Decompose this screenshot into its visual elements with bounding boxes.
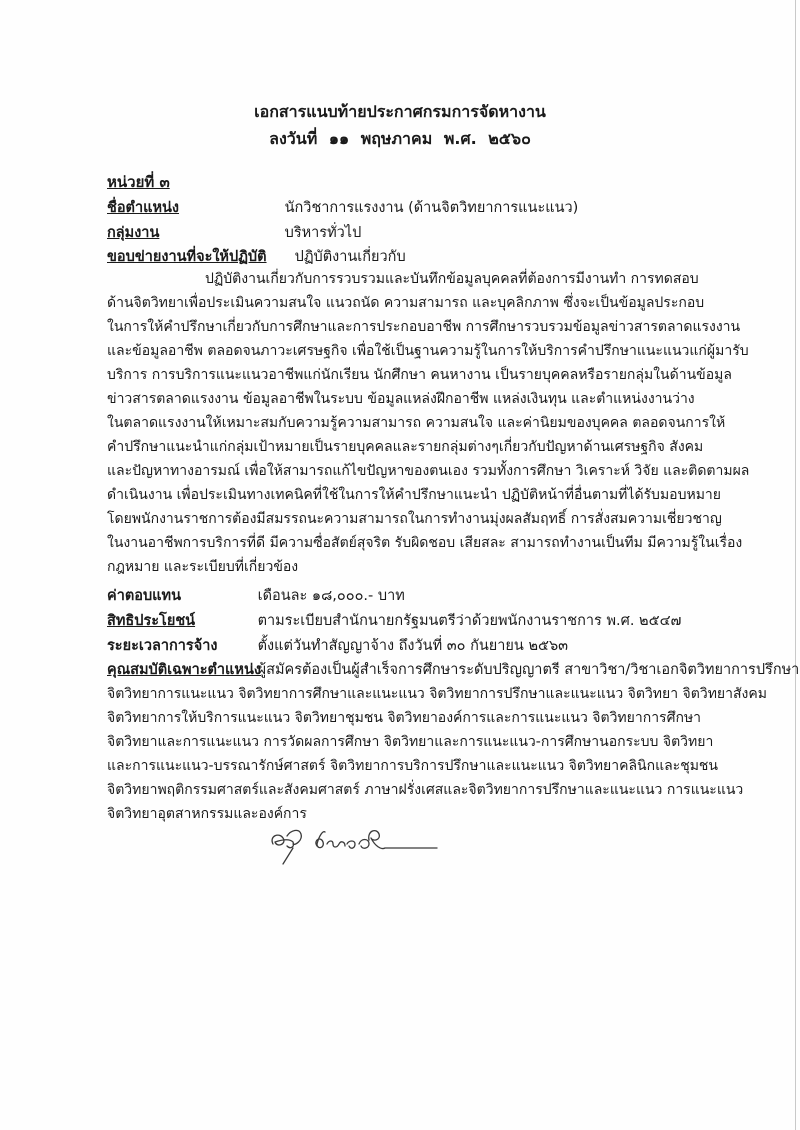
benefits-label: สิทธิประโยชน์ [107, 613, 196, 629]
scope-line: กฎหมาย และระเบียบที่เกี่ยวข้อง [107, 559, 299, 575]
position-label: ชื่อตำแหน่ง [107, 200, 180, 216]
qualification-line: จิตวิทยาการให้บริการแนะแนว จิตวิทยาชุมชน จิตวิทยาองค์การและการแนะแนว จิตวิทยาการศึกษา [107, 710, 702, 726]
qualifications-label: คุณสมบัติเฉพาะตำแหน่ง [107, 662, 261, 678]
compensation-label: ค่าตอบแทน [107, 588, 181, 604]
qualifications-field [107, 658, 799, 681]
scope-line: คำปรึกษาแนะนำแก่กลุ่มเป้าหมายเป็นรายบุคคลและรายกลุ่มต่างๆเกี่ยวกับปัญหาด้านเศรษฐกิจ สังคม [107, 439, 704, 455]
benefits-value: ตามระเบียบสำนักนายกรัฐมนตรีว่าด้วยพนักงานราชการ พ.ศ. ๒๕๔๗ [257, 613, 682, 629]
document-title: เอกสารแนบท้ายประกาศกรมการจัดหางาน [254, 102, 546, 121]
qualifications-first-line: ผู้สมัครต้องเป็นผู้สำเร็จการศึกษาระดับปริญญาตรี สาขาวิชา/วิชาเอกจิตวิทยาการปรึกษา [257, 662, 800, 678]
job-group-label: กลุ่มงาน [107, 225, 160, 241]
scope-line: ในตลาดแรงงานให้เหมาะสมกับความรู้ความสามารถ ความสนใจ และค่านิยมของบุคคล ตลอดจนการให้ [107, 415, 726, 431]
qualification-line: จิตวิทยาและการแนะแนว การวัดผลการศึกษา จิตวิทยาและการแนะแนว-การศึกษานอกระบบ จิตวิทยา [107, 734, 714, 750]
job-group-value: บริหารทั่วไป [284, 225, 362, 241]
scope-line: ปฏิบัติงานเกี่ยวกับการรวบรวมและบันทึกข้อมูลบุคคลที่ต้องการมีงานทำ การทดสอบ [205, 271, 699, 287]
scope-line: ดำเนินงาน เพื่อประเมินทางเทคนิคที่ใช้ในการให้คำปรึกษาแนะนำ ปฏิบัติหน้าที่อื่นตามที่ได้รับมอบหมาย [107, 487, 721, 503]
scope-label: ขอบข่ายงานที่จะให้ปฏิบัติ [107, 249, 267, 265]
scan-edge-line [795, 0, 796, 1130]
compensation-field [107, 584, 405, 607]
qualification-line: จิตวิทยาการแนะแนว จิตวิทยาการศึกษาและแนะแนว จิตวิทยาการปรึกษาและแนะแนว จิตวิทยา จิตวิทยาสังคม [107, 686, 767, 702]
qualification-line: จิตวิทยาอุตสาหกรรมและองค์การ [107, 806, 307, 822]
scope-field [107, 245, 406, 268]
handwritten-signature-icon [265, 822, 440, 866]
employment-period-field [107, 634, 568, 657]
unit-heading: หน่วยที่ ๓ [107, 173, 170, 191]
scope-line: ข่าวสารตลาดแรงงาน ข้อมูลอาชีพในระบบ ข้อมูลแหล่งฝึกอาชีพ แหล่งเงินทุน และตำแหน่งงานว่าง [107, 391, 695, 407]
scope-line: และปัญหาทางอารมณ์ เพื่อให้สามารถแก้ไขปัญหาของตนเอง รวมทั้งการศึกษา วิเคราะห์ วิจัย และติดตามผล [107, 463, 750, 479]
benefits-field [107, 609, 681, 632]
position-value: นักวิชาการแรงงาน (ด้านจิตวิทยาการแนะแนว) [284, 200, 579, 216]
scope-line: บริการ การบริการแนะแนวอาชีพแก่นักเรียน นักศึกษา คนหางาน เป็นรายบุคคลหรือรายกลุ่มในด้านข้อมูล [107, 367, 732, 383]
scope-line: ในงานอาชีพการบริการที่ดี มีความซื่อสัตย์สุจริต รับผิดชอบ เสียสละ สามารถทำงานเป็นทีม มีความรู้ในเรื่อง [107, 535, 743, 551]
employment-period-label: ระยะเวลาการจ้าง [107, 638, 218, 654]
scope-value: ปฏิบัติงานเกี่ยวกับ [294, 249, 406, 265]
qualification-line: จิตวิทยาพฤติกรรมศาสตร์และสังคมศาสตร์ ภาษาฝรั่งเศสและจิตวิทยาการปรึกษาและแนะแนว การแนะแนว [107, 782, 744, 798]
document-date: ลงวันที่ ๑๑ พฤษภาคม พ.ศ. ๒๕๖๐ [269, 129, 531, 148]
scope-line: และข้อมูลอาชีพ ตลอดจนภาวะเศรษฐกิจ เพื่อใช้เป็นฐานความรู้ในการให้บริการคำปรึกษาแนะแนวแก่ผู้มารับ [107, 343, 749, 359]
scope-line: โดยพนักงานราชการต้องมีสมรรถนะความสามารถในการทำงานมุ่งผลสัมฤทธิ์ การสั่งสมความเชี่ยวชาญ [107, 511, 722, 527]
position-field [107, 196, 578, 219]
job-group-field [107, 221, 361, 244]
employment-period-value: ตั้งแต่วันทำสัญญาจ้าง ถึงวันที่ ๓๐ กันยายน ๒๕๖๓ [257, 638, 569, 654]
qualification-line: และการแนะแนว-บรรณารักษ์ศาสตร์ จิตวิทยาการบริการปรึกษาและแนะแนว จิตวิทยาคลินิกและชุมชน [107, 758, 719, 774]
compensation-value: เดือนละ ๑๘,๐๐๐.- บาท [257, 588, 405, 604]
scope-line: ด้านจิตวิทยาเพื่อประเมินความสนใจ แนวถนัด ความสามารถ และบุคลิกภาพ ซึ่งจะเป็นข้อมูลประกอบ [107, 295, 705, 311]
scope-line: ในการให้คำปรึกษาเกี่ยวกับการศึกษาและการประกอบอาชีพ การศึกษารวบรวมข้อมูลข่าวสารตลาดแรงงาน [107, 319, 741, 335]
